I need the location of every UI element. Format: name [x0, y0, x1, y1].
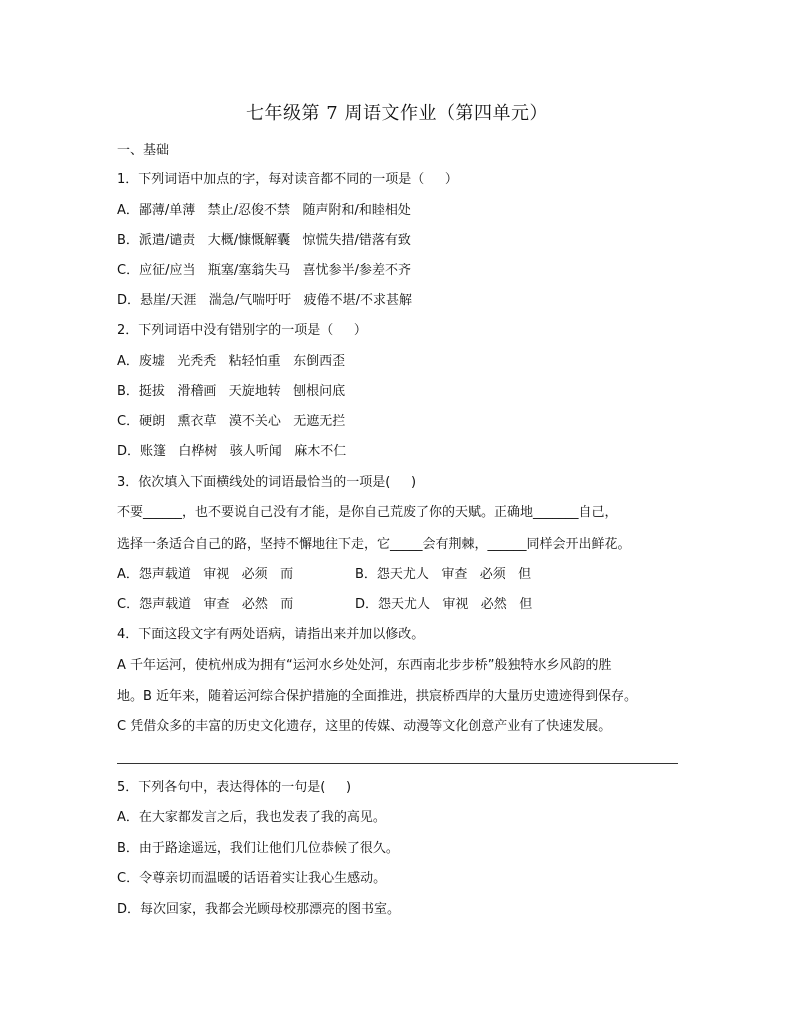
- q5-option-a: A．在大家都发言之后，我也发表了我的高见。: [117, 810, 386, 825]
- q3-passage-line-1: 不要______，也不要说自己没有才能，是你自己荒废了你的天赋。正确地_______自己，: [117, 505, 618, 520]
- q4-passage-line-3: C 凭借众多的丰富的历史文化遗存，这里的传媒、动漫等文化创意产业有了快速发展。: [117, 719, 612, 734]
- section-heading: 一、基础: [117, 143, 170, 158]
- q3-stem: 3．依次填入下面横线处的词语最恰当的一项是( ): [117, 475, 417, 490]
- q2-option-b: B．挺拔 滑稽画 天旋地转 刨根问底: [117, 384, 346, 399]
- q3-option-c: C．怨声载道 审查 必然 而: [117, 597, 294, 612]
- q1-option-d: D．悬崖/天涯 湍急/气喘吁吁 疲倦不堪/不求甚解: [117, 293, 412, 308]
- q1-option-c: C．应征/应当 瓶塞/塞翁失马 喜忧参半/参差不齐: [117, 263, 412, 278]
- q2-option-d: D．账篷 白桦树 骇人听闻 麻木不仁: [117, 444, 347, 459]
- answer-line: [117, 763, 678, 764]
- q5-option-c: C．令尊亲切而温暖的话语着实让我心生感动。: [117, 871, 387, 886]
- q3-passage-line-2: 选择一条适合自己的路，坚持不懈地往下走，它_____会有荆棘，______同样会开出鲜花。: [117, 537, 631, 552]
- q5-option-b: B．由于路途遥远，我们让他们几位恭候了很久。: [117, 841, 399, 856]
- q3-option-d: D．怨天尤人 审视 必然 但: [355, 597, 533, 612]
- q3-option-b: B．怨天尤人 审查 必须 但: [355, 567, 532, 582]
- q4-stem: 4．下面这段文字有两处语病，请指出来并加以修改。: [117, 627, 425, 642]
- page-title: 七年级第 7 周语文作业（第四单元）: [246, 103, 548, 124]
- q5-stem: 5．下列各句中，表达得体的一句是( ): [117, 780, 352, 795]
- q1-option-b: B．派遣/谴责 大概/慷慨解囊 惊慌失措/错落有致: [117, 233, 411, 248]
- q4-passage-line-2: 地。B 近年来，随着运河综合保护措施的全面推进，拱宸桥西岸的大量历史遗迹得到保存。: [117, 689, 638, 704]
- q4-passage-line-1: A 千年运河，使杭州成为拥有“运河水乡处处河，东西南北步步桥”般独特水乡风韵的胜: [117, 658, 612, 673]
- q1-stem: 1．下列词语中加点的字，每对读音都不同的一项是（ ）: [117, 172, 458, 187]
- q1-option-a: A．鄙薄/单薄 禁止/忍俊不禁 随声附和/和睦相处: [117, 203, 411, 218]
- q2-option-c: C．硬朗 熏衣草 漠不关心 无遮无拦: [117, 414, 346, 429]
- q2-option-a: A．废墟 光秃秃 粘轻怕重 东倒西歪: [117, 354, 346, 369]
- q2-stem: 2．下列词语中没有错别字的一项是（ ）: [117, 323, 367, 338]
- q3-option-a: A．怨声载道 审视 必须 而: [117, 567, 294, 582]
- q5-option-d: D．每次回家，我都会光顾母校那漂亮的图书室。: [117, 902, 401, 917]
